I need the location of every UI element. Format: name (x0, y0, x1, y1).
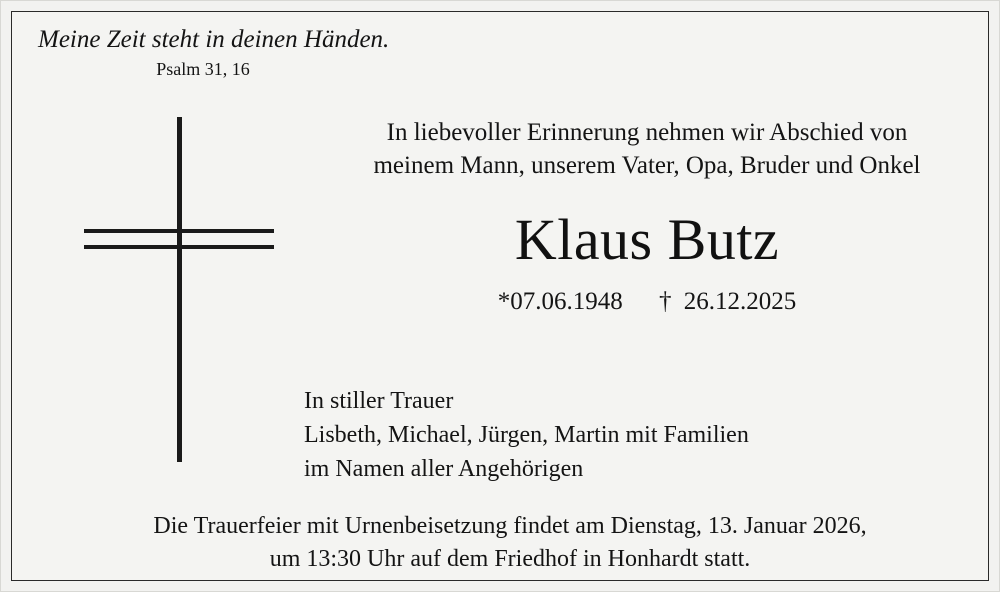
obituary-frame (11, 11, 989, 581)
intro-text (312, 116, 982, 182)
intro-line-1: In liebevoller Erinnerung nehmen wir Abschied von (386, 119, 908, 146)
dagger-icon: † (659, 288, 672, 315)
intro-line-2: meinem Mann, unserem Vater, Opa, Bruder und Onkel (373, 152, 921, 179)
mourning-label: In stiller Trauer (304, 388, 454, 414)
verse-text: Meine Zeit steht in deinen Händen. (38, 26, 390, 53)
ceremony-line-1: Die Trauerfeier mit Urnenbeisetzung findet am Dienstag, 13. Januar 2026, (153, 513, 867, 539)
verse-source: Psalm 31, 16 (156, 58, 250, 79)
verse-block (38, 26, 458, 80)
mourners-block (304, 384, 904, 486)
ceremony-line-2: um 13:30 Uhr auf dem Friedhof in Honhardt statt. (269, 546, 751, 573)
death-date: 26.12.2025 (683, 288, 797, 315)
cross-icon (72, 117, 282, 462)
deceased-name: Klaus Butz (514, 207, 780, 272)
cross-vertical-bar (177, 117, 182, 462)
birth-date: *07.06.1948 (497, 288, 623, 315)
cross-horizontal-bar-upper (84, 229, 274, 233)
mourners-line-1: Lisbeth, Michael, Jürgen, Martin mit Familien (304, 422, 749, 449)
ceremony-block (52, 510, 968, 576)
life-dates (312, 288, 982, 316)
mourners-line-2: im Namen aller Angehörigen (304, 456, 584, 483)
cross-horizontal-bar-lower (84, 245, 274, 249)
